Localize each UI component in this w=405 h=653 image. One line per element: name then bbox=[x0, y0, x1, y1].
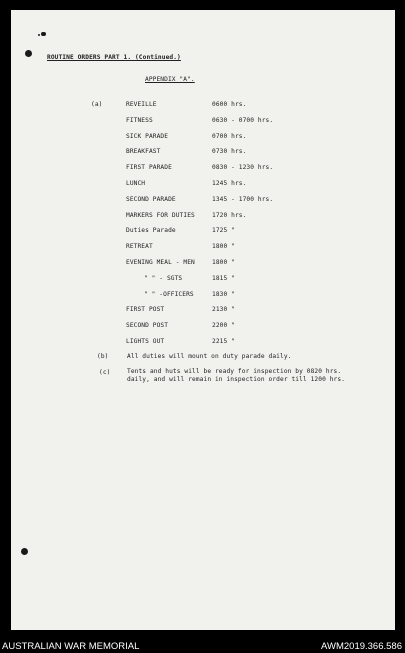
schedule-time: 1720 hrs. bbox=[212, 211, 247, 219]
schedule-time: 1830 " bbox=[212, 290, 235, 298]
schedule-event: BREAKFAST bbox=[126, 148, 161, 156]
schedule-event: SECOND POST bbox=[126, 322, 169, 330]
section-a-label: (a) bbox=[91, 101, 103, 108]
schedule-time: 2130 " bbox=[212, 306, 235, 314]
schedule-time: 1725 " bbox=[212, 227, 235, 235]
schedule-event: " " - SGTS bbox=[144, 274, 183, 282]
document-page bbox=[11, 10, 395, 630]
schedule-time: 1245 hrs. bbox=[212, 180, 247, 187]
schedule-event: REVEILLE bbox=[126, 101, 157, 108]
schedule-event: RETREAT bbox=[126, 243, 153, 251]
schedule-event: FITNESS bbox=[126, 116, 153, 124]
note-c-label: (c) bbox=[99, 369, 111, 376]
footer-credit: AUSTRALIAN WAR MEMORIAL bbox=[2, 641, 140, 652]
note-b-label: (b) bbox=[97, 353, 109, 360]
schedule-event: SICK PARADE bbox=[126, 132, 169, 140]
document-heading: ROUTINE ORDERS PART 1. (Continued.) bbox=[47, 54, 181, 61]
schedule-time: 1800 " bbox=[212, 259, 235, 266]
schedule-time: 2215 " bbox=[212, 338, 235, 345]
schedule-event: LUNCH bbox=[126, 180, 146, 187]
appendix-title: APPENDIX "A". bbox=[145, 76, 195, 83]
schedule-event: Duties Parade bbox=[126, 227, 176, 235]
note-c-line1: Tents and huts will be ready for inspection by 0820 hrs. bbox=[127, 368, 342, 375]
schedule-time: 1815 " bbox=[212, 274, 235, 282]
schedule-event: " " -OFFICERS bbox=[144, 290, 194, 298]
schedule-event: LIGHTS OUT bbox=[126, 338, 165, 345]
schedule-time: 0730 hrs. bbox=[212, 148, 247, 156]
schedule-time: 0830 - 1230 hrs. bbox=[212, 164, 274, 172]
punch-hole-top bbox=[25, 50, 32, 57]
schedule-event: MARKERS FOR DUTIES bbox=[126, 211, 195, 219]
schedule-event: FIRST PARADE bbox=[126, 164, 172, 172]
schedule-event: SECOND PARADE bbox=[126, 195, 176, 203]
schedule-time: 1800 " bbox=[212, 243, 235, 251]
note-b-text: All duties will mount on duty parade daily. bbox=[127, 353, 292, 360]
schedule-event: EVENING MEAL - MEN bbox=[126, 259, 195, 266]
note-c-line2: daily, and will remain in inspection order till 1200 hrs. bbox=[127, 376, 346, 383]
schedule-time: 0600 hrs. bbox=[212, 101, 247, 108]
staple-mark bbox=[41, 32, 46, 36]
staple-mark-small bbox=[38, 34, 40, 36]
schedule-time: 1345 - 1700 hrs. bbox=[212, 195, 274, 203]
footer-reference: AWM2019.366.586 bbox=[321, 641, 402, 652]
schedule-time: 2200 " bbox=[212, 322, 235, 330]
punch-hole-bottom bbox=[21, 548, 28, 555]
schedule-time: 0700 hrs. bbox=[212, 132, 247, 140]
schedule-event: FIRST POST bbox=[126, 306, 165, 314]
schedule-time: 0630 - 0700 hrs. bbox=[212, 116, 274, 124]
